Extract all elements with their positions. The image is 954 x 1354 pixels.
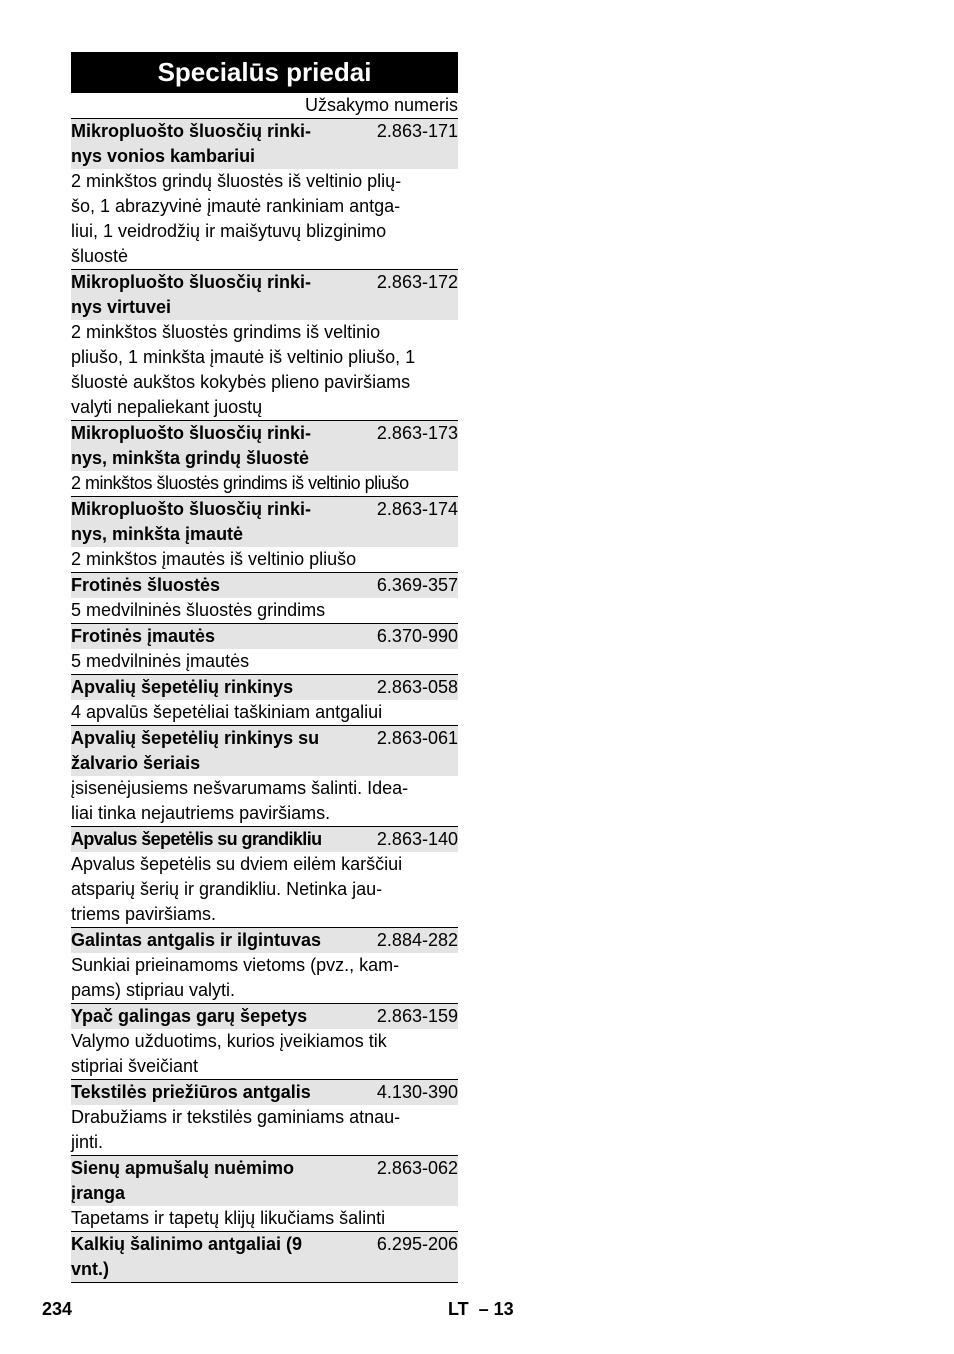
accessory-item xyxy=(71,1003,458,1079)
accessory-header xyxy=(71,497,458,547)
accessory-item xyxy=(71,118,458,269)
accessory-name: Apvalių šepetėlių rinkinys su žalvario šeriais xyxy=(71,728,320,773)
accessory-order-number: 2.863-140 xyxy=(376,829,458,849)
accessory-order-number: 2.884-282 xyxy=(376,930,458,950)
accessory-description: įsisenėjusiems nešvarumams šalinti. Idea- liai tinka nejautriems paviršiams. xyxy=(71,778,409,823)
accessory-order-number: 2.863-173 xyxy=(376,423,458,443)
accessory-description: 4 apvalūs šepetėliai taškiniam antgaliui xyxy=(71,702,383,722)
accessory-name: Galintas antgalis ir ilgintuvas xyxy=(71,930,322,950)
accessory-item xyxy=(71,572,458,623)
accessory-header xyxy=(71,1156,458,1206)
accessory-description: 2 minkštos įmautės iš veltinio pliušo xyxy=(71,549,357,569)
accessory-description: 2 minkštos šluostės grindims iš veltinio pliušo xyxy=(71,473,409,493)
accessory-order-number: 2.863-159 xyxy=(376,1006,458,1026)
accessory-item xyxy=(71,623,458,674)
accessory-name: Kalkių šalinimo antgaliai (9 vnt.) xyxy=(71,1234,303,1279)
accessory-header xyxy=(71,675,458,700)
accessory-order-number: 2.863-171 xyxy=(376,121,458,141)
accessory-header xyxy=(71,726,458,776)
accessory-order-number: 2.863-062 xyxy=(376,1158,458,1178)
accessory-name: Ypač galingas garų šepetys xyxy=(71,1006,308,1026)
accessory-description: Apvalus šepetėlis su dviem eilėm karščiui atsparių šerių ir grandikliu. Netinka jau- triems paviršiams. xyxy=(71,854,403,924)
accessory-name: Tekstilės priežiūros antgalis xyxy=(71,1082,311,1102)
list-bottom-rule xyxy=(71,1282,458,1283)
accessory-description: Drabužiams ir tekstilės gaminiams atnau- jinti. xyxy=(71,1107,401,1152)
accessory-name: Mikropluošto šluosčių rinki- nys, minkšta grindų šluostė xyxy=(71,423,312,468)
accessory-item xyxy=(71,725,458,826)
accessory-header xyxy=(71,270,458,320)
accessory-item xyxy=(71,1231,458,1282)
order-number-header: Užsakymo numeris xyxy=(304,95,458,115)
accessory-order-number: 4.130-390 xyxy=(376,1082,458,1102)
accessory-name: Mikropluošto šluosčių rinki- nys vonios kambariui xyxy=(71,121,312,166)
accessory-item xyxy=(71,927,458,1003)
accessory-header xyxy=(71,827,458,852)
page-number: 234 xyxy=(42,1299,73,1319)
accessory-item xyxy=(71,674,458,725)
accessory-order-number: 2.863-061 xyxy=(376,728,458,748)
accessory-description: 2 minkštos grindų šluostės iš veltinio plių- šo, 1 abrazyvinė įmautė rankiniam antga- liui, 1 veidrodžių ir maišytuvų blizginimo šluostė xyxy=(71,171,402,266)
accessory-name: Apvalus šepetėlis su grandikliu xyxy=(71,829,322,849)
accessory-order-number: 6.370-990 xyxy=(376,626,458,646)
accessory-order-number: 2.863-174 xyxy=(376,499,458,519)
accessory-header xyxy=(71,1080,458,1105)
accessory-description: Sunkiai prieinamoms vietoms (pvz., kam- pams) stipriau valyti. xyxy=(71,955,400,1000)
accessory-name: Mikropluošto šluosčių rinki- nys virtuvei xyxy=(71,272,312,317)
accessory-description: Valymo užduotims, kurios įveikiamos tik stipriai šveičiant xyxy=(71,1031,387,1076)
accessory-item xyxy=(71,1079,458,1155)
accessory-order-number: 6.295-206 xyxy=(376,1234,458,1254)
accessory-name: Apvalių šepetėlių rinkinys xyxy=(71,677,294,697)
accessories-column xyxy=(71,52,458,1283)
accessory-list xyxy=(71,118,458,1282)
accessory-item xyxy=(71,826,458,927)
accessory-item xyxy=(71,496,458,572)
accessory-name: Mikropluošto šluosčių rinki- nys, minkšta įmautė xyxy=(71,499,312,544)
accessory-order-number: 2.863-172 xyxy=(376,272,458,292)
accessory-header xyxy=(71,421,458,471)
accessory-header xyxy=(71,573,458,598)
accessory-header xyxy=(71,928,458,953)
accessory-description: 2 minkštos šluostės grindims iš veltinio pliušo, 1 minkšta įmautė iš veltinio pliušo, 1 šluostė aukštos kokybės plieno paviršiams valyti nepaliekant juostų xyxy=(71,322,416,417)
accessory-name: Frotinės šluostės xyxy=(71,575,221,595)
accessory-header xyxy=(71,1232,458,1282)
accessory-description: Tapetams ir tapetų klijų likučiams šalinti xyxy=(71,1208,386,1228)
accessory-item xyxy=(71,269,458,420)
page-title: Specialūs priedai xyxy=(71,52,458,93)
accessory-name: Sienų apmušalų nuėmimo įranga xyxy=(71,1158,295,1203)
accessory-item xyxy=(71,420,458,496)
accessory-description: 5 medvilninės įmautės xyxy=(71,651,250,671)
accessory-description: 5 medvilninės šluostės grindims xyxy=(71,600,326,620)
accessory-header xyxy=(71,624,458,649)
section-label: LT – 13 xyxy=(448,1299,514,1319)
accessory-header xyxy=(71,119,458,169)
accessory-order-number: 2.863-058 xyxy=(376,677,458,697)
accessory-name: Frotinės įmautės xyxy=(71,626,216,646)
accessory-order-number: 6.369-357 xyxy=(376,575,458,595)
accessory-header xyxy=(71,1004,458,1029)
accessory-item xyxy=(71,1155,458,1231)
